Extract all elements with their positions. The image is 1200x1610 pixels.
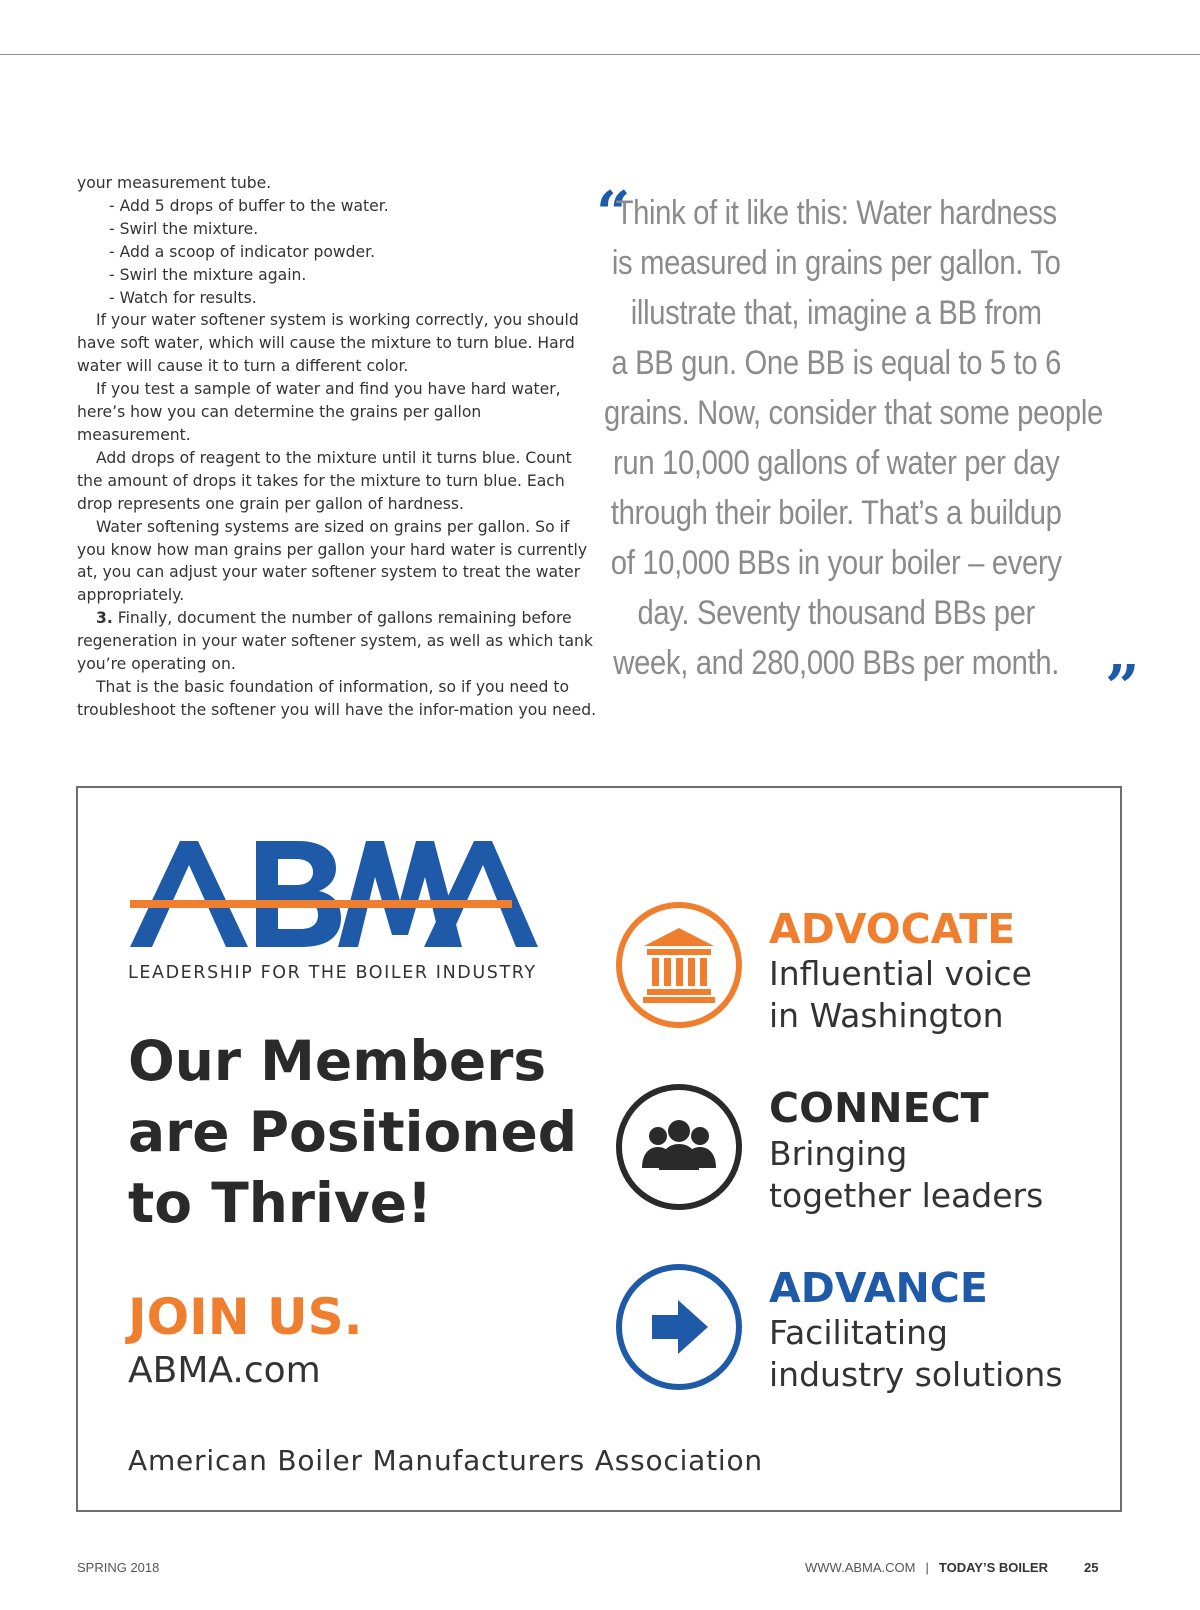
- abma-logo: [128, 835, 538, 955]
- footer-separator: |: [925, 1560, 929, 1575]
- pillar-desc-connect: [769, 1133, 1043, 1217]
- pull-quote-line: illustrate that, imagine a BB from: [630, 294, 1042, 332]
- pull-quote-line: run 10,000 gallons of water per day: [613, 444, 1060, 482]
- article-body: [77, 172, 597, 722]
- headline-line: are Positioned: [128, 1100, 578, 1164]
- pillar-title-advocate: ADVOCATE: [769, 905, 1016, 953]
- pillar-desc-advocate: [769, 953, 1032, 1037]
- pillar-title-connect: CONNECT: [769, 1084, 989, 1132]
- capitol-building-icon: [614, 900, 744, 1030]
- article-paragraph-step-3: [77, 607, 597, 676]
- abma-website-link[interactable]: ABMA.com: [128, 1350, 321, 1391]
- registered-mark: ®: [514, 934, 526, 951]
- pillar-desc-line: Facilitating: [769, 1313, 948, 1352]
- pillar-desc-line: in Washington: [769, 996, 1004, 1035]
- step-item: - Swirl the mixture.: [109, 219, 259, 238]
- pillar-desc-line: industry solutions: [769, 1355, 1063, 1394]
- footer-website: WWW.ABMA.COM: [805, 1560, 916, 1575]
- pillar-desc-line: Influential voice: [769, 954, 1032, 993]
- pull-quote-line: week, and 280,000 BBs per month.: [613, 644, 1060, 682]
- article-paragraph: If your water softener system is working correctly, you should have soft water, which will cause the mixture to turn blue. Hard water will cause it to turn a different color.: [77, 311, 579, 376]
- step-item: - Swirl the mixture again.: [109, 265, 307, 284]
- page-number: 25: [1083, 1560, 1099, 1575]
- pull-quote-line: of 10,000 BBs in your boiler – every: [610, 544, 1062, 582]
- article-paragraph: your measurement tube.: [77, 174, 272, 192]
- pillar-desc-line: together leaders: [769, 1176, 1044, 1215]
- pillar-desc-advance: [769, 1312, 1063, 1396]
- article-paragraph: Add drops of reagent to the mixture until it turns blue. Count the amount of drops it takes for the mixture to turn blue. Each drop represents one grain per gallon of hardness.: [77, 448, 572, 513]
- join-us-cta: JOIN US.: [128, 1288, 363, 1346]
- pull-quote-line: is measured in grains per gallon. To: [611, 244, 1061, 282]
- association-name: American Boiler Manufacturers Association: [128, 1444, 763, 1477]
- step-text: Finally, document the number of gallons remaining before regeneration in your water softener system, as well as which tank you’re operating on.: [77, 609, 593, 674]
- ad-headline: [128, 1026, 598, 1239]
- pull-quote-line: through their boiler. That’s a buildup: [610, 494, 1062, 532]
- headline-line: to Thrive!: [128, 1171, 433, 1235]
- logo-tagline: LEADERSHIP FOR THE BOILER INDUSTRY: [128, 963, 537, 983]
- arrow-right-icon: [614, 1262, 744, 1392]
- close-quote-mark: ”: [1105, 653, 1140, 723]
- footer-magazine-name: TODAY’S BOILER: [938, 1560, 1048, 1575]
- article-paragraph: Water softening systems are sized on grains per gallon. So if you know how man grains per gallon your hard water is currently at, you can adjust your water softener system to treat the water appropriately.: [77, 517, 588, 605]
- step-item: - Watch for results.: [109, 288, 257, 307]
- pull-quote-line: Think of it like this: Water hardness: [615, 194, 1057, 232]
- pull-quote-line: a BB gun. One BB is equal to 5 to 6: [611, 344, 1061, 382]
- group-people-icon: [614, 1082, 744, 1212]
- article-paragraph: If you test a sample of water and find you have hard water, here’s how you can determine the grains per gallon measurement.: [77, 380, 561, 444]
- pull-quote-line: day. Seventy thousand BBs per: [637, 594, 1035, 632]
- footer-issue: SPRING 2018: [77, 1560, 160, 1575]
- pull-quote-line: grains. Now, consider that some people: [604, 394, 1103, 432]
- article-paragraph: That is the basic foundation of information, so if you need to troubleshoot the softener you will have the infor-mation you need.: [77, 677, 597, 719]
- open-quote-mark: “: [596, 179, 631, 249]
- footer-right: [805, 1560, 1098, 1575]
- pillar-desc-line: Bringing: [769, 1134, 908, 1173]
- top-rule: [0, 54, 1200, 55]
- step-number: 3.: [96, 609, 113, 628]
- pull-quote: [604, 188, 1103, 688]
- pillar-title-advance: ADVANCE: [769, 1264, 988, 1312]
- step-item: - Add a scoop of indicator powder.: [109, 242, 376, 261]
- headline-line: Our Members: [128, 1029, 547, 1093]
- step-item: - Add 5 drops of buffer to the water.: [109, 196, 389, 215]
